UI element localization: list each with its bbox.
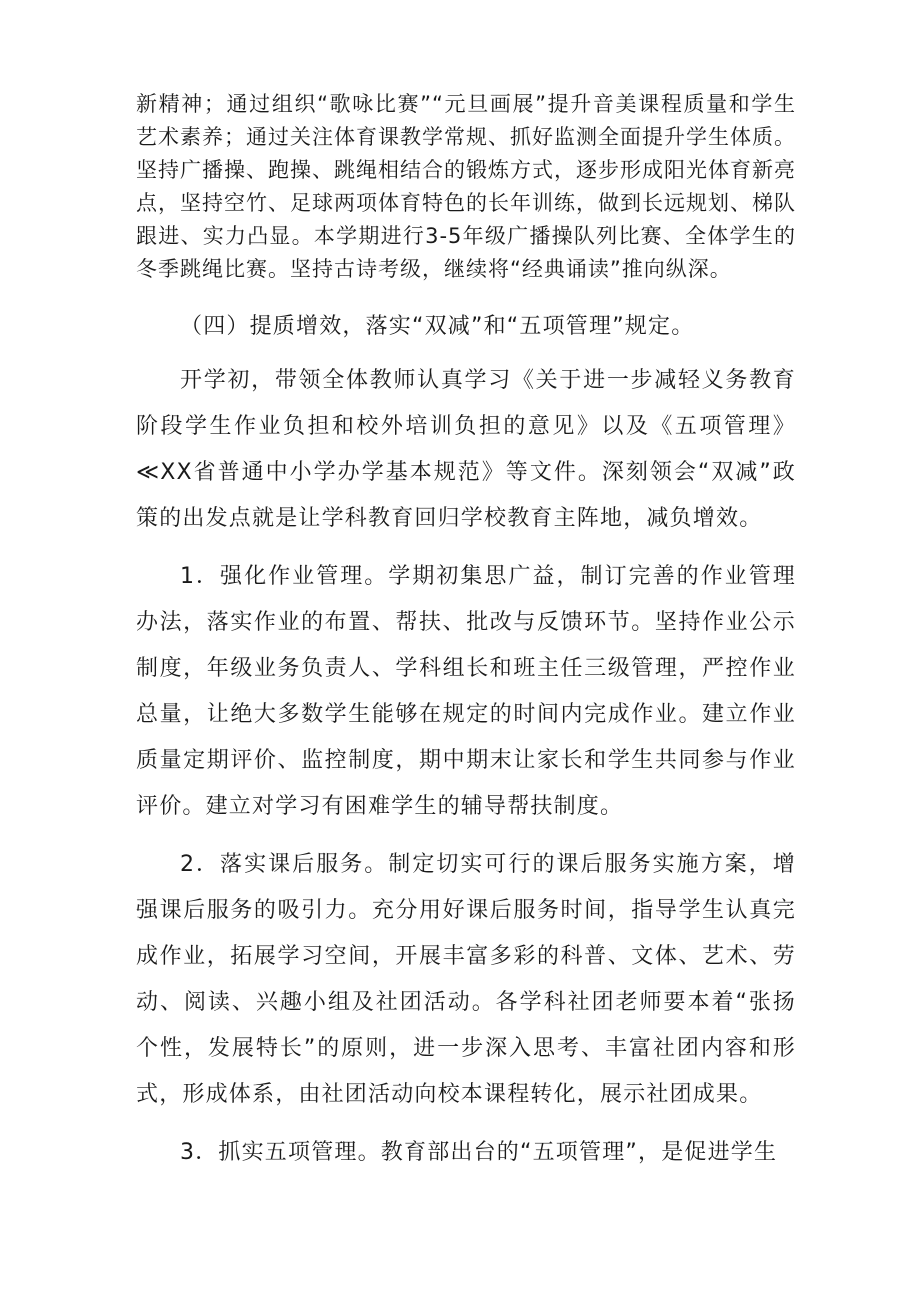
document-page [136, 88, 796, 1176]
section-heading: （四）提质增效，落实“双减”和“五项管理”规定。 [180, 314, 695, 339]
paragraph-item-3: 3．抓实五项管理。教育部出台的“五项管理”，是促进学生 [180, 1140, 778, 1165]
paragraph-continuation: 新精神；通过组织“歌咏比赛”“元旦画展”提升音美课程质量和学生艺术素养；通过关注体育课教学常规、抓好监测全面提升学生体质。坚持广播操、跑操、跳绳相结合的锻炼方式，逐步形成阳光体育新亮点，坚持空竹、足球两项体育特色的长年训练，做到长远规划、梯队跟进、实力凸显。本学期进行3-5年级广播操队列比赛、全体学生的冬季跳绳比赛。坚持古诗考级，继续将“经典诵读”推向纵深。 [136, 92, 796, 281]
paragraph-intro: 开学初，带领全体教师认真学习《关于进一步减轻义务教育阶段学生作业负担和校外培训负担的意见》以及《五项管理》≪XX省普通中小学办学基本规范》等文件。深刻领会“双减”政策的出发点就是让学科教育回归学校教育主阵地，减负增效。 [136, 368, 796, 531]
paragraph-item-1: 1．强化作业管理。学期初集思广益，制订完善的作业管理办法，落实作业的布置、帮扶、批改与反馈环节。坚持作业公示制度，年级业务负责人、学科组长和班主任三级管理，严控作业总量，让绝大多数学生能够在规定的时间内完成作业。建立作业质量定期评价、监控制度，期中期末让家长和学生共同参与作业评价。建立对学习有困难学生的辅导帮扶制度。 [136, 564, 796, 819]
paragraph-item-2: 2．落实课后服务。制定切实可行的课后服务实施方案，增强课后服务的吸引力。充分用好课后服务时间，指导学生认真完成作业，拓展学习空间，开展丰富多彩的科普、文体、艺术、劳动、阅读、兴趣小组及社团活动。各学科社团老师要本着“张扬个性，发展特长”的原则，进一步深入思考、丰富社团内容和形式，形成体系，由社团活动向校本课程转化，展示社团成果。 [136, 852, 796, 1107]
